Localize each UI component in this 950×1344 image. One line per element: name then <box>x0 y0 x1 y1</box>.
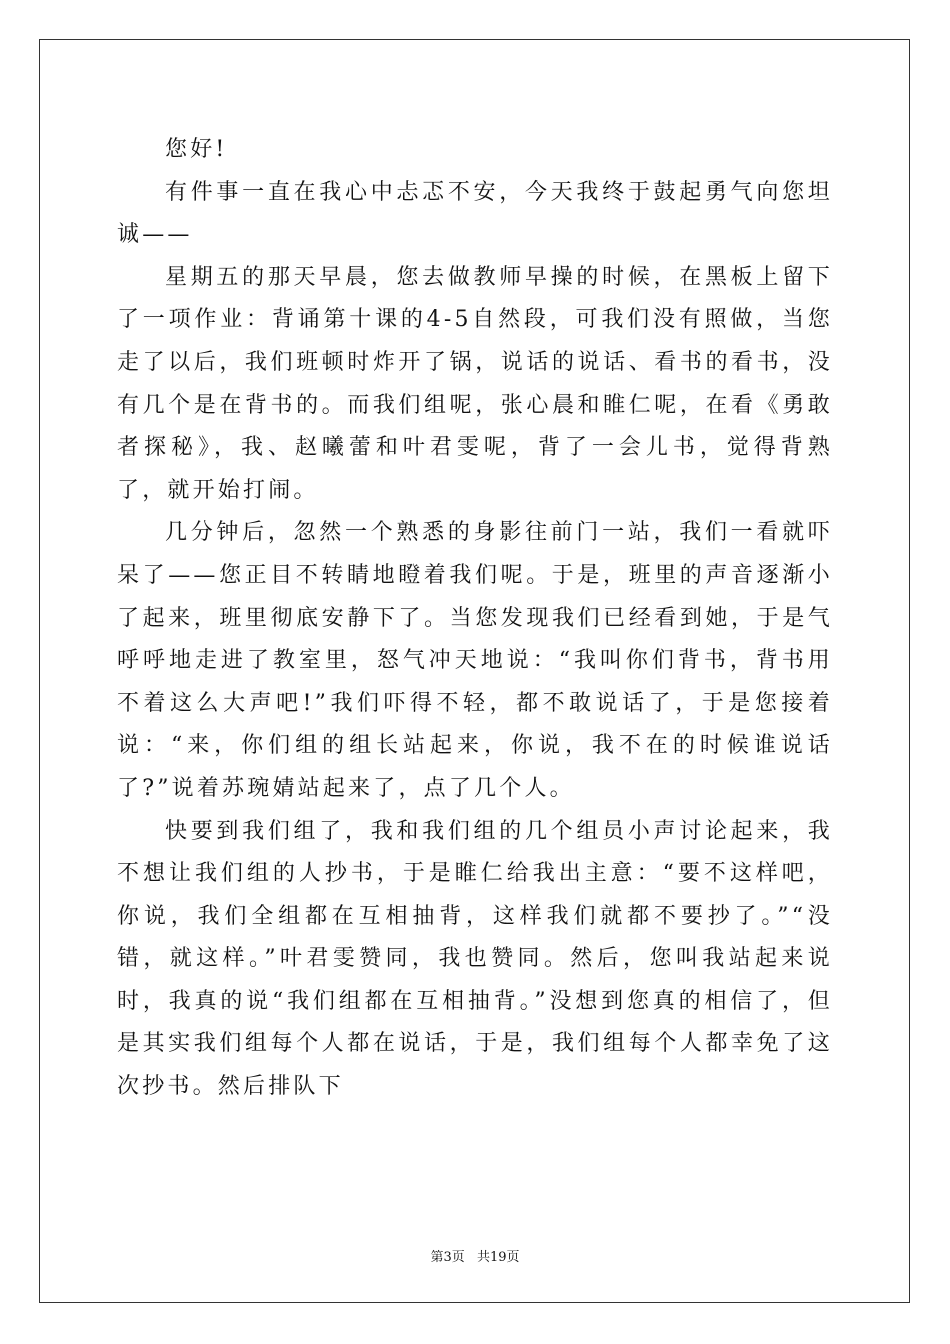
paragraph-group-discussion: 快要到我们组了，我和我们组的几个组员小声讨论起来，我不想让我们组的人抄书，于是睢仁给我出主意：“要不这样吧，你说，我们全组都在互相抽背，这样我们就都不要抄了。”“没错，就这样。”叶君雯赞同，我也赞同。然后，您叫我站起来说时，我真的说“我们组都在互相抽背。”没想到您真的相信了，但是其实我们组每个人都在说话，于是，我们组每个人都幸免了这次抄书。然后排队下 <box>117 818 833 1100</box>
paragraph-teacher-arrives: 几分钟后，忽然一个熟悉的身影往前门一站，我们一看就吓呆了——您正目不转睛地瞪着我们呢。于是，班里的声音逐渐小了起来，班里彻底安静下了。当您发现我们已经看到她，于是气呼呼地走进了教室里，怒气冲天地说：“我叫你们背书，背书用不着这么大声吧!”我们吓得不轻，都不敢说话了，于是您接着说：“来，你们组的组长站起来，你说，我不在的时候谁说话了?”说着苏琬婧站起来了，点了几个人。 <box>117 520 833 801</box>
document-body <box>117 129 833 1109</box>
page-number-total: 共19页 <box>476 1250 520 1265</box>
paragraph-greeting: 您好! <box>165 137 228 162</box>
paragraph-morning: 星期五的那天早晨，您去做教师早操的时候，在黑板上留下了一项作业：背诵第十课的4-5自然段，可我们没有照做，当您走了以后，我们班顿时炸开了锅，说话的说话、看书的看书，没有几个是在背书的。而我们组呢，张心晨和睢仁呢，在看《勇敢者探秘》，我、赵曦蕾和叶君雯呢，背了一会儿书，觉得背熟了，就开始打闹。 <box>117 264 833 503</box>
page-number-current: 第3页 <box>430 1250 465 1265</box>
page-footer <box>0 1246 950 1265</box>
paragraph-intro: 有件事一直在我心中忐忑不安，今天我终于鼓起勇气向您坦诚—— <box>117 179 833 248</box>
